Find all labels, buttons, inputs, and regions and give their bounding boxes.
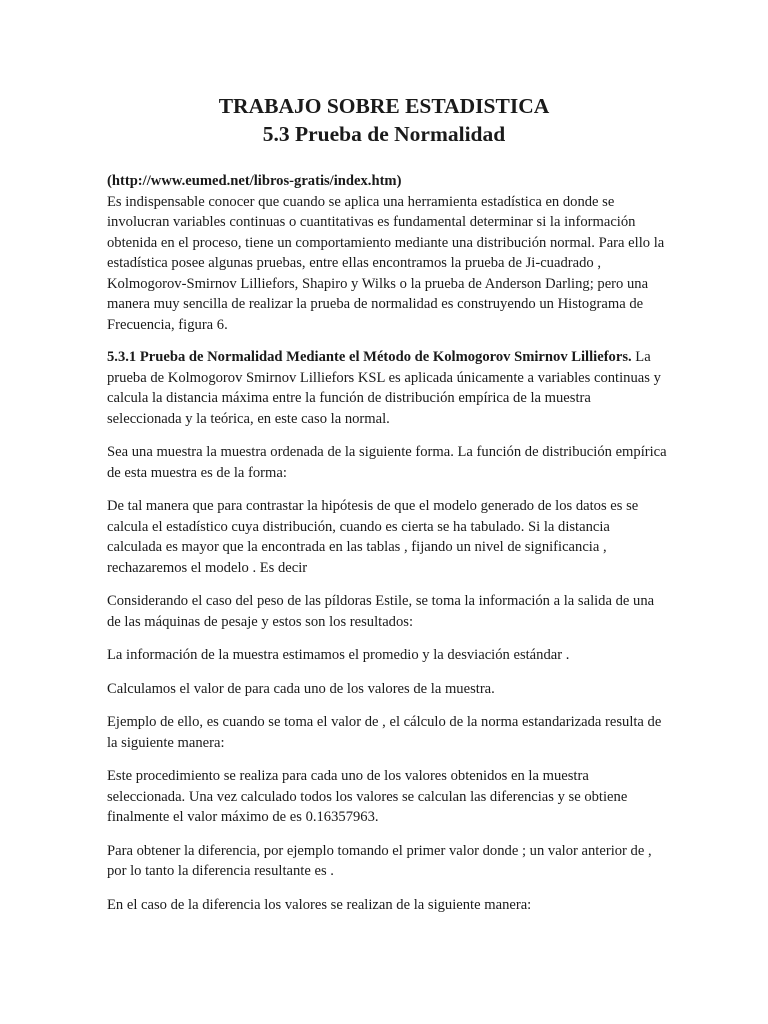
source-reference: (http://www.eumed.net/libros-gratis/index.htm) [107, 173, 402, 189]
body-paragraph: Para obtener la diferencia, por ejemplo tomando el primer valor donde ; un valor anterior de , por lo tanto la diferencia resultante es . [107, 842, 652, 879]
title-line-1: TRABAJO SOBRE ESTADISTICA [218, 94, 550, 118]
section-paragraph [107, 347, 667, 429]
body-paragraph: De tal manera que para contrastar la hipótesis de que el modelo generado de los datos es se calcula el estadístico cuya distribución, cuando es cierta se ha tabulado. Si la distancia calculada es mayor que la encontrada en las tablas , fijando un nivel de significancia , rechazaremos el modelo . Es decir [107, 498, 639, 576]
body-paragraph: La información de la muestra estimamos el promedio y la desviación estándar . [107, 647, 570, 663]
body-paragraph: En el caso de la diferencia los valores se realizan de la siguiente manera: [107, 896, 532, 913]
document-body [107, 171, 667, 928]
section-heading: 5.3.1 Prueba de Normalidad Mediante el Método de Kolmogorov Smirnov Lilliefors. [107, 349, 632, 365]
intro-paragraph [107, 171, 667, 335]
body-paragraph: Considerando el caso del peso de las píldoras Estile, se toma la información a la salida de una de las máquinas de pesaje y estos son los resultados: [107, 593, 655, 630]
body-paragraph: Sea una muestra la muestra ordenada de la siguiente forma. La función de distribución empírica de esta muestra es de la forma: [107, 444, 667, 481]
section-text: La prueba de Kolmogorov Smirnov Lilliefors KSL es aplicada únicamente a variables continuas y calcula la distancia máxima entre la función de distribución empírica de la muestra seleccionada y la teórica, en este caso la normal. [107, 349, 661, 427]
body-paragraph: Ejemplo de ello, es cuando se toma el valor de , el cálculo de la norma estandarizada resulta de la siguiente manera: [107, 714, 662, 751]
title-line-2: 5.3 Prueba de Normalidad [262, 122, 506, 146]
body-paragraph: Calculamos el valor de para cada uno de los valores de la muestra. [107, 680, 495, 697]
body-paragraph: Este procedimiento se realiza para cada uno de los valores obtenidos en la muestra seleccionada. Una vez calculado todos los valores se calculan las diferencias y se obtiene finalmente el valor máximo de es 0.16357963. [107, 768, 628, 825]
intro-text: Es indispensable conocer que cuando se aplica una herramienta estadística en donde se involucran variables continuas o cuantitativas es fundamental determinar si la información obtenida en el proceso, tiene un comportamiento mediante una distribución normal. Para ello la estadística posee algunas pruebas, entre ellas encontramos la prueba de Ji-cuadrado , Kolmogorov-Smirnov Lilliefors, Shapiro y Wilks o la prueba de Anderson Darling; pero una manera muy sencilla de realizar la prueba de normalidad es construyendo un Histograma de Frecuencia, figura 6. [107, 193, 665, 333]
document-title [0, 92, 768, 148]
